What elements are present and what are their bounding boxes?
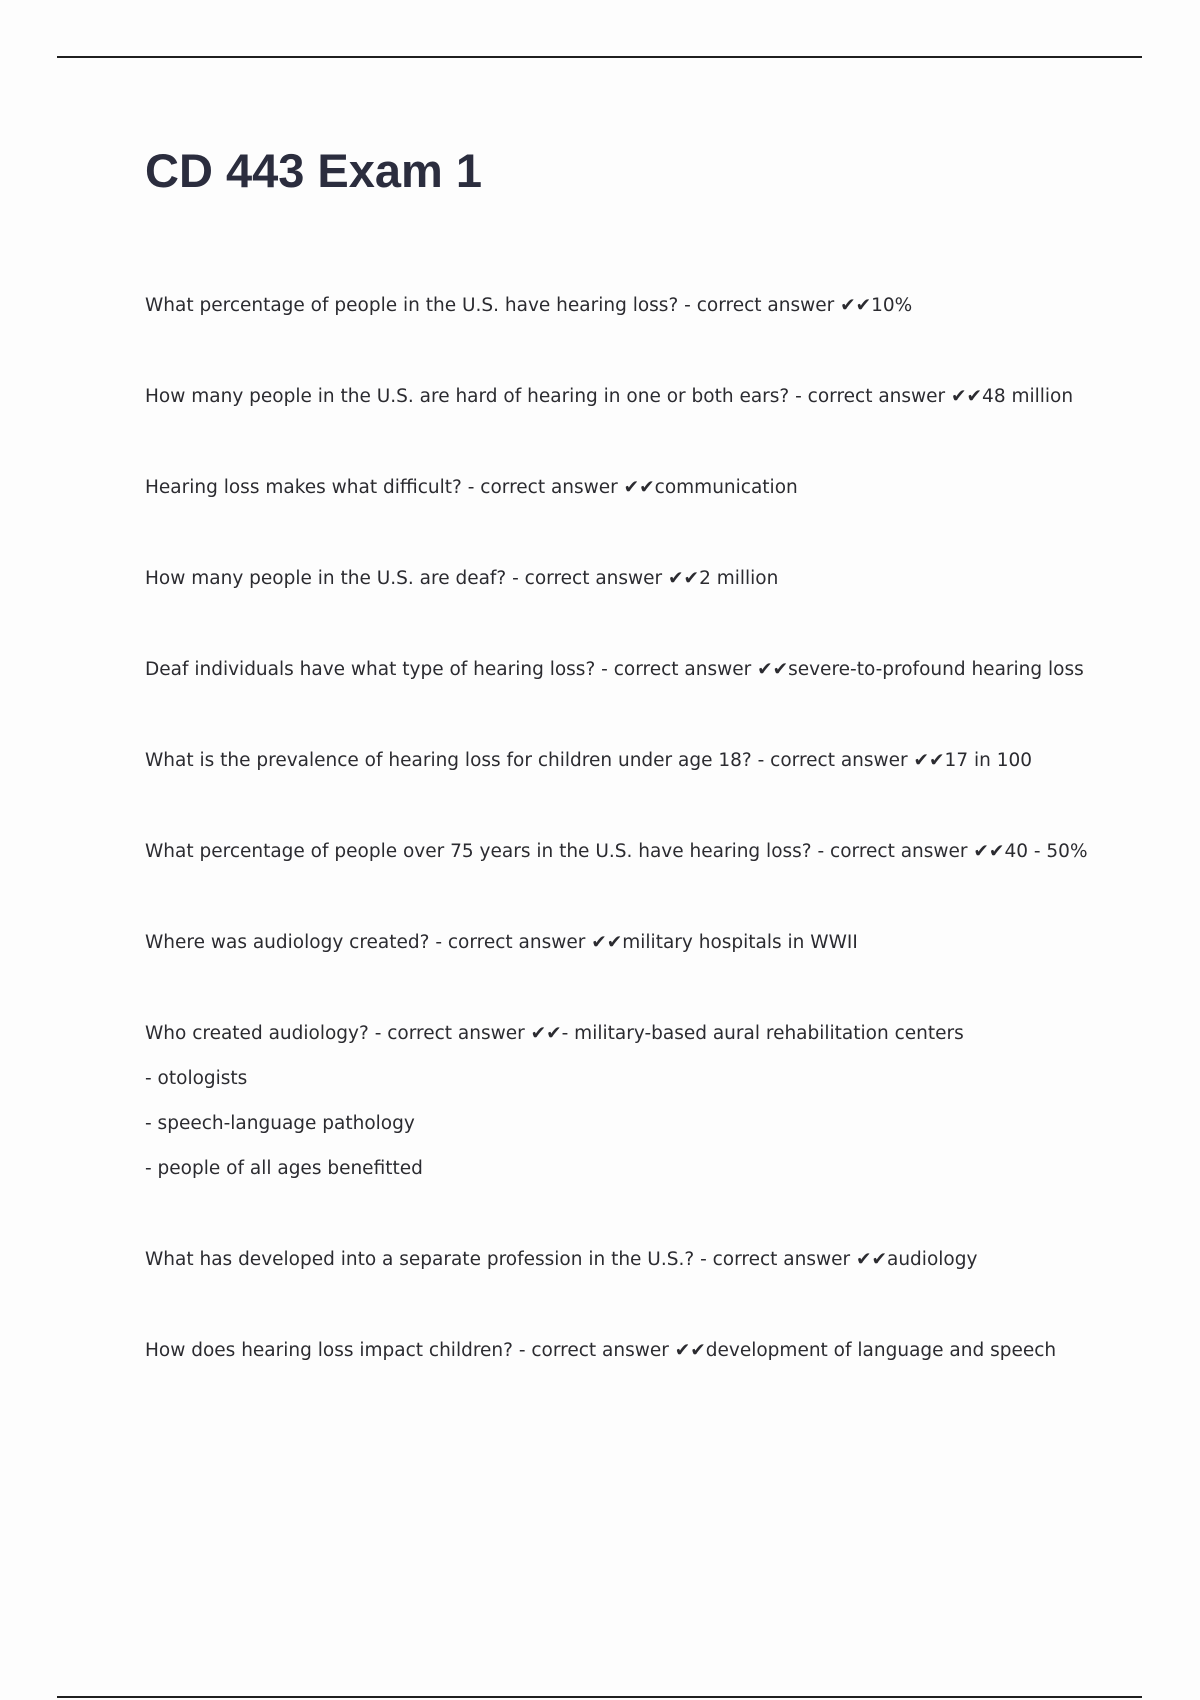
qa-item xyxy=(145,752,1145,772)
qa-line xyxy=(145,1342,1145,1362)
answer-text: - military-based aural rehabilitation centers xyxy=(561,1023,964,1044)
answer-text: 48 million xyxy=(982,386,1074,407)
check-icon: ✔✔ xyxy=(591,932,623,953)
qa-line xyxy=(145,752,1145,772)
answer-text: 40 - 50% xyxy=(1004,841,1088,862)
qa-item xyxy=(145,479,1145,499)
check-icon: ✔✔ xyxy=(668,568,700,589)
check-icon: ✔✔ xyxy=(530,1023,562,1044)
answer-separator: - correct answer xyxy=(506,568,669,589)
check-icon: ✔✔ xyxy=(674,1340,706,1361)
question-text: Hearing loss makes what difficult? xyxy=(145,477,462,498)
check-icon: ✔✔ xyxy=(855,1249,887,1270)
qa-line xyxy=(145,843,1145,863)
question-text: How many people in the U.S. are deaf? xyxy=(145,568,507,589)
qa-line xyxy=(145,297,1145,317)
answer-separator: - correct answer xyxy=(461,477,624,498)
top-rule xyxy=(57,56,1142,58)
answer-text: severe-to-profound hearing loss xyxy=(788,659,1084,680)
check-icon: ✔✔ xyxy=(840,295,872,316)
qa-line xyxy=(145,570,1145,590)
check-icon: ✔✔ xyxy=(973,841,1005,862)
qa-item xyxy=(145,1342,1145,1362)
check-icon: ✔✔ xyxy=(757,659,789,680)
answer-separator: - correct answer xyxy=(429,932,592,953)
page-title: CD 443 Exam 1 xyxy=(145,144,483,197)
qa-line xyxy=(145,934,1145,954)
qa-line xyxy=(145,1025,1145,1045)
check-icon: ✔✔ xyxy=(913,750,945,771)
answer-separator: - correct answer xyxy=(789,386,952,407)
question-text: Where was audiology created? xyxy=(145,932,430,953)
check-icon: ✔✔ xyxy=(623,477,655,498)
qa-item xyxy=(145,934,1145,954)
answer-text: military hospitals in WWII xyxy=(622,932,858,953)
question-text: What percentage of people in the U.S. have hearing loss? xyxy=(145,295,679,316)
qa-item xyxy=(145,1251,1145,1271)
qa-item xyxy=(145,843,1145,863)
answer-separator: - correct answer xyxy=(694,1249,856,1270)
answer-text: development of language and speech xyxy=(705,1340,1057,1361)
question-text: Who created audiology? xyxy=(145,1023,369,1044)
answer-separator: - correct answer xyxy=(751,750,914,771)
answer-separator: - correct answer xyxy=(512,1340,675,1361)
question-text: What is the prevalence of hearing loss for children under age 18? xyxy=(145,750,752,771)
qa-line xyxy=(145,661,1145,681)
answer-text: 17 in 100 xyxy=(944,750,1033,771)
answer-text: audiology xyxy=(887,1249,978,1270)
qa-line xyxy=(145,388,1145,408)
answer-text: 10% xyxy=(871,295,913,316)
qa-item xyxy=(145,570,1145,590)
question-text: How many people in the U.S. are hard of hearing in one or both ears? xyxy=(145,386,790,407)
qa-item xyxy=(145,1025,1145,1180)
answer-separator: - correct answer xyxy=(368,1023,531,1044)
answer-continuation: - people of all ages benefitted xyxy=(145,1158,423,1179)
answer-separator: - correct answer xyxy=(595,659,758,680)
answer-separator: - correct answer xyxy=(678,295,841,316)
question-text: What percentage of people over 75 years in the U.S. have hearing loss? xyxy=(145,841,812,862)
answer-continuation: - otologists xyxy=(145,1068,248,1089)
check-icon: ✔✔ xyxy=(951,386,983,407)
answer-text: 2 million xyxy=(699,568,779,589)
bottom-rule xyxy=(57,1696,1142,1698)
question-text: Deaf individuals have what type of hearing loss? xyxy=(145,659,596,680)
answer-text: communication xyxy=(654,477,798,498)
qa-item xyxy=(145,388,1145,408)
qa-item xyxy=(145,297,1145,317)
qa-line xyxy=(145,1251,1145,1271)
question-text: What has developed into a separate profession in the U.S.? xyxy=(145,1249,695,1270)
question-text: How does hearing loss impact children? xyxy=(145,1340,513,1361)
answer-continuation: - speech-language pathology xyxy=(145,1113,415,1134)
qa-item xyxy=(145,661,1145,681)
answer-separator: - correct answer xyxy=(811,841,974,862)
qa-line xyxy=(145,479,1145,499)
